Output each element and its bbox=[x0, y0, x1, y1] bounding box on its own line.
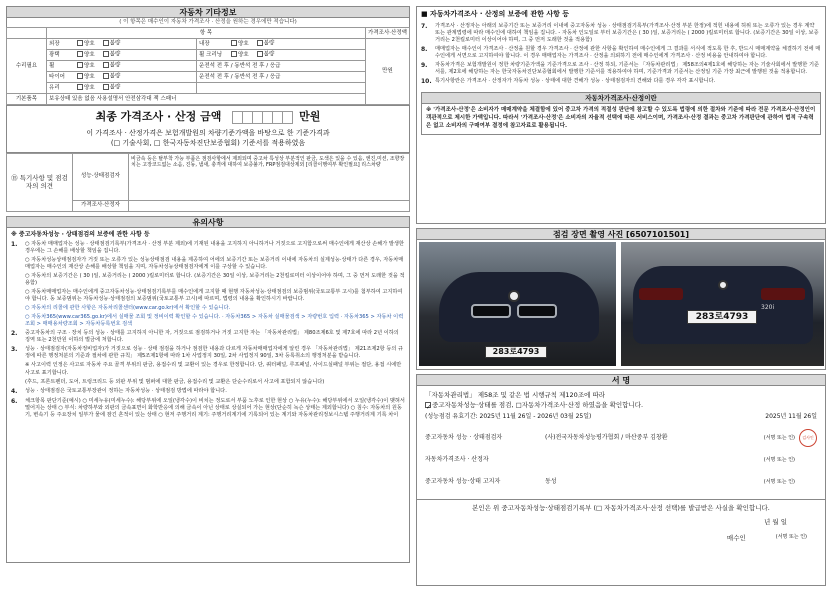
checkbox-icon[interactable] bbox=[257, 51, 263, 57]
notifier-name: 동성 bbox=[545, 478, 557, 485]
checkbox-icon[interactable] bbox=[257, 40, 263, 46]
definition-text: ※ '가격조사·산정'은 소비자가 매매계약을 체결함에 있어 중고차 가격의 적절성 판단에 참고할 수 있도록 법령에 의한 절차와 기준에 따라 전문 가격조사·산정인이 객관적으로 제시한 가액입니다. 따라서 '가격조사·산정'은 소비자의 자율적 선택에 따른 서비스이며, 가격조사·산정 결과는 중고차 가격판단에 관하여 법적 구속력은 없고 소비자의 구매여부 결정에 참고자료로 활용됩니다. bbox=[426, 106, 816, 129]
checked-checkbox-icon[interactable]: ✓ bbox=[426, 403, 432, 412]
notifier-row: 중고자동차 성능·상태 고지자 동성 (서명 또는 인) bbox=[425, 478, 795, 485]
notice-item: 체크항목 판단기준(예시) ○ 미세누유(미세누수): 해당부위에 오일(냉각수)이 비치는 정도로서 부품 노후로 인한 현상 ○ 누유(누수): 해당부위에서 오일(냉각수)이 맺혀서 떨어지는 상태 ○ 부식: 차량하부와 외판의 금속표면이 화학반응에 의해 금속이 아닌 상태로 상실되어 가는 현상(단순히 녹슨 상태는 제외합니다) ○ 침수: 자동차의 원동기, 변속기 등 주요장치 일부가 물에 잠긴 흔적이 있는 상태 ○ 현저 주행거리 계기: 주행거리계기에 기록되어 있는 계기와 자동차관리정보시스템 주행거리계 기록 차이 bbox=[25, 397, 405, 418]
photo-code: [6507101501] bbox=[626, 230, 689, 239]
kidney-grille-left bbox=[471, 304, 511, 318]
recall-link[interactable]: ○ 자동차의 리콜에 관한 사항은 자동차리콜센터(www.car.go.kr)에서 확인할 수 있습니다. bbox=[25, 305, 231, 312]
validity-period: (성능점검 유효기간: 2025년 11월 26일 - 2026년 03월 25일) bbox=[425, 413, 592, 421]
row-exterior[interactable]: 외장 양호 불량 bbox=[47, 39, 197, 50]
definition-title: 자동차가격조사·산정이란 bbox=[422, 93, 820, 104]
photo-title-bar bbox=[416, 228, 826, 240]
warranty-item: 가격조사 · 산정자는 아래의 보증기간 또는 보증거리 이내에 중고자동차 성능 · 상태점검기록부(가격조사·산정 부분 한정)에 적힌 내용에 허위 또는 오류가 있는 경우 계약 또는 관계법령에 따라 매수인에 대하여 책임을 집니다. - 자동차 인도일로 부터 보증기간은 ( 30 )일, 보증거리는 ( 2000 )킬로미터로 합니다. (보증기간은 30일 이상, 보증거리는 2천킬로미터 이상이어야 하며, 그 중 먼저 도래한 것을 적용함) bbox=[435, 22, 819, 43]
other-info-title: 자동차 기타정보 bbox=[6, 6, 410, 18]
opinion-text: 비금속 등은 탈부착 가능 부품은 점검사항에서 제외되며 중고차 특성상 부분적인 판금, 도색은 있을 수 있음, 엔진,미션, 조향장치는 고장코드없는 소음, 진동, 냄새, 충격에 대하여 보증불가, FRP점검대상제외 [리콜이행여부 확인필요] 리스차량 bbox=[129, 153, 410, 200]
final-price-line2: (□ 기술사회, □ 한국자동차진단보증협회) 기준서를 적용하였음 bbox=[110, 139, 306, 147]
notice-item: 성능 · 상태점검자(자동차정비업자)가 거짓으로 성능 · 상태 점검을 하거나 점검한 내용과 다르게 자동차매매업자에게 알린 경우 「자동차관리법」 제21조제2항 등의 규정에 따른 행정처분의 기준과 절차에 관한 규칙」 제5조제1항에 따라 1차 사업정지 30일, 2차 사업정지 90일, 3차 등록취소의 행정처분을 받습니다. bbox=[25, 346, 404, 360]
rear-car-photo bbox=[621, 242, 824, 366]
notice-item: 성능 · 상태점검은 국토교통부장관이 정하는 자동차성능 · 상태점검 방법에 따라야 합니다. bbox=[25, 387, 227, 394]
row-tire-position[interactable]: 운전석 전 후 / 동반석 전 후 / 응급 bbox=[197, 72, 366, 83]
receipt-statement: 본인은 위 중고자동차성능·상태점검기록부 (□ 자동차가격조사·산정 선택)를 발급받은 사실을 확인합니다. bbox=[472, 503, 770, 512]
checkbox-icon[interactable] bbox=[77, 51, 83, 57]
signature-section bbox=[416, 386, 826, 586]
final-price-title: 최종 가격조사 · 산정 금액 bbox=[95, 110, 222, 123]
photo-area bbox=[416, 240, 826, 370]
final-price-section bbox=[6, 105, 410, 153]
basic-items-label: 기본품목 bbox=[7, 94, 47, 105]
warranty-section: ■ 자동차가격조사 · 산정의 보증에 관한 사항 등 7. 가격조사 · 산정자는 아래의 보증기간 또는 보증거리 이내에 중고자동차 성능 · 상태점검기록부(가격조사·산정 부분 한정)에 적힌 내용에 허위 또는 오류가 있는 경우 계약 또는 관계법령에 따라 매수인에 대하여 책임을 집니다. - 자동차 인도일로 부터 보증기간은 ( 30 )일, 보증거리는 ( 2000 )킬로미터로 합니다. (보증기간은 30일 이상, 보증거리는 2천킬로미터 이상이어야 하며, 그 중 먼저 도래한 것을 적용함) 8. 매매업자는 매수인이 가격조사 · 산정을 원할 경우 가격조사 · 산정에 관한 사항을 확인하여 매수인에게 그 결과를 서식에 적도록 한 후, 반드시 매매계약을 체결하기 전에 매수인에게 서면으로 고지하여야 합니다. 이 경우 매매업자는 가격조사 · 산정을 의뢰하기 전에 매수인에게 가격조사 · 산정 비용을 안내하여야 합니다. 9. 자동차가격은 보험개발원이 정한 차량기준가액을 기준가격으로 조사 · 산정 하되, 기준서는 「자동차관리법」 제58조의4제1호에 해당하는 자는 기술사회에서 발행한 기준서를, 제2호에 해당하는 자는 한국자동차진단보증협회에서 발행한 기준서를 적용하여야 하며, 기준가격과 기준서는 산정일 기준 가장 최근에 발행된 것을 적용합니다. 10. 특기사항란은 가격조사 · 산정자가 자동차 성능 · 상태에 대한 견해가 성능 · 상태점검자의 견해와 다를 경우 각각 표시합니다. 자동차가격조사·산정이란 ※ '가격조사·산정'은 소비자가 매매계약을 체결함에 있어 중고차 가격의 적절성 판단에 참고할 수 있도록 법령에 의한 절차와 기준에 따라 전문 가격조사·산정인이 객관적으로 제시한 가액입니다. 따라서 '가격조사·산정'은 소비자의 자율적 선택에 따른 서비스이며, 가격조사·산정 결과는 중고차 가격판단에 관하여 법적 구속력은 없고 소비자의 구매여부 결정에 참고자료로 활용됩니다. bbox=[416, 6, 826, 224]
inspector-name: (사)전국자동차성능평가협회 / 마산중부 김창환 bbox=[545, 434, 668, 441]
bmw-logo-icon bbox=[508, 290, 520, 302]
sign-line1: 「자동차관리법」 제58조 및 같은 법 시행규칙 제120조에 따라 bbox=[425, 391, 605, 399]
appraiser-row: 자동차가격조사 · 산정자 (서명 또는 인) bbox=[425, 456, 795, 463]
warranty-item: 자동차가격은 보험개발원이 정한 차량기준가액을 기준가격으로 조사 · 산정 하되, 기준서는 「자동차관리법」 제58조의4제1호에 해당하는 자는 기술사회에서 발행한 기준서를, 제2호에 해당하는 자는 한국자동차진단보증협회에서 발행한 기준서를 적용하여야 하며, 기준가격과 기준서는 산정일 기준 가장 최근에 발행된 것을 적용합니다. bbox=[435, 61, 819, 75]
buyer-signature[interactable]: (서명 또는 인) bbox=[775, 534, 807, 540]
row-interior[interactable]: 내장 양호 불량 bbox=[197, 39, 366, 50]
price-header: 가격조사·산정액 bbox=[366, 28, 410, 39]
row-wheel-cleaning[interactable]: 휠 크리닝 양호 불량 bbox=[197, 50, 366, 61]
checkbox-icon[interactable] bbox=[77, 84, 83, 90]
price-unit: 만원 bbox=[366, 39, 410, 105]
buyer-label: 매수인 bbox=[726, 534, 746, 542]
sign-date: 2025년 11월 26일 bbox=[765, 413, 817, 421]
checkbox-icon[interactable] bbox=[103, 84, 109, 90]
checkbox-icon[interactable] bbox=[77, 73, 83, 79]
inspector-signature[interactable]: (서명 또는 인) bbox=[763, 434, 795, 441]
checkbox-icon[interactable] bbox=[103, 40, 109, 46]
checkbox-icon[interactable] bbox=[103, 51, 109, 57]
basic-items-row[interactable]: 보유상태 있음 없음 사용설명서 안전삼각대 잭 스패너 bbox=[47, 94, 366, 105]
warranty-item: 매매업자는 매수인이 가격조사 · 산정을 원할 경우 가격조사 · 산정에 관한 사항을 확인하여 매수인에게 그 결과를 서식에 적도록 한 후, 반드시 매매계약을 체결하기 전에 매수인에게 서면으로 고지하여야 합니다. 이 경우 매매업자는 가격조사 · 산정을 의뢰하기 전에 매수인에게 가격조사 · 산정 비용을 안내하여야 합니다. bbox=[435, 45, 821, 59]
opinion-label: ⑮ 특기사항 및 점검자의 의견 bbox=[7, 153, 73, 211]
photo-title: 점검 장면 촬영 사진 bbox=[553, 230, 624, 239]
appraiser-signature[interactable]: (서명 또는 인) bbox=[763, 456, 795, 463]
car365-link[interactable]: ○ 자동차365(www.car365.go.kr)에서 실매물 조회 및 정비이력 확인할 수 있습니다. · 자동차365 > 자동차 실매물검색 > 자량번호 입력 · 자동차365 > 자동차 이력조회 > 매매용차량조회 > 자동차등록번호 검색 bbox=[25, 314, 404, 328]
opinion-inspector-label: 성능·상태점검자 bbox=[73, 153, 129, 200]
repair-needed-label: 수리필요 bbox=[7, 39, 47, 94]
signature-title: 서 명 bbox=[416, 374, 826, 386]
other-info-table bbox=[6, 27, 410, 105]
item-header: 항 목 bbox=[47, 28, 366, 39]
row-glass[interactable]: 유리 양호 불량 bbox=[47, 83, 197, 94]
definition-box bbox=[421, 92, 821, 135]
checkbox-icon[interactable] bbox=[231, 40, 237, 46]
rear-license-plate: 283로4793 bbox=[687, 310, 757, 324]
final-price-line1: 이 가격조사 · 산정가격은 보험개발원의 차량기준가액을 바탕으로 한 기준가격과 bbox=[86, 129, 330, 138]
bmw-logo-icon bbox=[718, 280, 728, 290]
opinion-appraiser-label: 가격조사·산정자 bbox=[73, 200, 129, 211]
notice-item: ※ 사고이력 인정은 사고로 자동차 주요 골격 부위의 판금, 용접수리 및 교환이 있는 경우로 한정합니다. 단, 쿼터패널, 루프패널, 사이드실패널 부위는 절단, 용접 시에만 사고로 표기합니다. bbox=[25, 362, 402, 376]
front-license-plate: 283로4793 bbox=[485, 346, 547, 358]
notice-item: 중고자동차의 구조 · 장치 등의 성능 · 상태를 고지하지 아니한 자, 거짓으로 점검하거나 거짓 고지한 자는 「자동차관리법」 제80조제6호 및 제7호에 따라 2년 이하의 징역 또는 2천만원 이하의 벌금에 처합니다. bbox=[25, 330, 399, 344]
notice-item: ○ 자동차성능상태점검자가 거짓 또는 오류가 있는 성능상태점검 내용을 제공하여 어에의 보증기간 또는 보증거리 이내에 자동차의 실제성능·상태가 다른 경우, 자동차매매업자는 매수인의 재산상 손해를 배상할 책임을 지며, 자동차성능상태점검자에게 이를 구상할 수 있습니다. bbox=[25, 257, 404, 271]
notice-item: ○ 자동차의 보증기간은 ( 30 )일, 보증거리는 ( 2000 )킬로미터로 합니다. (보증기간은 30일 이상, 보증거리는 2천킬로미터 이상이어야 하며, 그 중 먼저 도래한 것을 적용함) bbox=[25, 273, 405, 287]
kidney-grille-right bbox=[517, 304, 557, 318]
notifier-signature[interactable]: (서명 또는 인) bbox=[763, 478, 795, 485]
inspector-row: 중고자동차 성능 · 상태점검자 (사)전국자동차성능평가협회 / 마산중부 김창환 (서명 또는 인) 검사인 bbox=[425, 427, 817, 449]
notice-body: ※ 중고자동차성능 · 상태점검의 보증에 관한 사항 등 1. ○ 자동차 매매업자는 성능 · 상태점검기록부(가격조사 · 산정 부분 제외)에 기재된 내용을 고지하지 아니하거나 거짓으로 고지함으로써 매수인에게 재산상 손해가 발생한 경우에는 그 손해를 배상할 책임을 집니다. ○ 자동차성능상태점검자가 거짓 또는 오류가 있는 성능상태점검 내용을 제공하여 어에의 보증기간 또는 보증거리 이내에 자동차의 실제성능·상태가 다른 경우, 자동차매매업자는 매수인의 재산상 손해를 배상할 책임을 지며, 자동차성능상태점검자에게 이를 구상할 수 있습니다. ○ 자동차의 보증기간은 ( 30 )일, 보증거리는 ( 2000 )킬로미터로 합니다. (보증기간은 30일 이상, 보증거리는 2천킬로미터 이상이어야 하며, 그 중 먼저 도래한 것을 적용함) ○ 자동차매매업자는 매수인에게 중고자동차성능·상태점검기록부를 매수인에게 고지할 때 현행 자동차성능·상태점검의 보증범위(국토교통부 고시)를 첨부하여 고지하여야 합니다. 동 보증범위는 자동차성능·상태점검의 보증범위(국토교통부 고시)에 따르며, 법령의 내용을 확인하시기 바랍니다. ○ 자동차의 리콜에 관한 사항은 자동차리콜센터(www.car.go.kr)에서 확인할 수 있습니다. ○ 자동차365(www.car365.go.kr)에서 실매물 조회 및 정비이력 확인할 수 있습니다. · 자동차365 > 자동차 실매물검색 > 자량번호 입력 · 자동차365 > 자동차 이력조회 > 매매용차량조회 > 자동차등록번호 검색 2. 중고자동차의 구조 · 장치 등의 성능 · 상태를 고지하지 아니한 자, 거짓으로 점검하거나 거짓 고지한 자는 「자동차관리법」 제80조제6호 및 제7호에 따라 2년 이하의 징역 또는 2천만원 이하의 벌금에 처합니다. 3. 성능 · 상태점검자(자동차정비업자)가 거짓으로 성능 · 상태 점검을 하거나 점검한 내용과 다르게 자동차매매업자에게 알린 경우 「자동차관리법」 제21조제2항 등의 규정에 따른 행정처분의 기준과 절차에 관한 규칙」 제5조제1항에 따라 1차 사업정지 30일, 2차 사업정지 90일, 3차 등록취소의 행정처분을 받습니다. ※ 사고이력 인정은 사고로 자동차 주요 골격 부위의 판금, 용접수리 및 교환이 있는 경우로 한정합니다. 단, 쿼터패널, 루프패널, 사이드실패널 부위는 절단, 용접 시에만 사고로 표기합니다. (후드, 프론트펜더, 도어, 트렁크리드 등 외판 부위 및 범퍼에 대한 판금, 용접수리 및 교환은 단순수리로서 사고에 포함되지 않습니다) 4. 성능 · 상태점검은 국토교통부장관이 정하는 자동차성능 · 상태점검 방법에 따라야 합니다. 6. 체크항목 판단기준(예시) ○ 미세누유(미세누수): 해당부위에 오일(냉각수)이 비치는 정도로서 부품 노후로 인한 현상 ○ 누유(누수): 해당부위에서 오일(냉각수)이 맺혀서 떨어지는 상태 ○ 부식: 차량하부와 외판의 금속표면이 화학반응에 의해 금속이 아닌 상태로 상실되어 가는 현상(단순히 녹슨 상태는 제외합니다) ○ 침수: 자동차의 원동기, 변속기 등 주요장치 일부가 물에 잠긴 흔적이 있는 상태 ○ 현저 주행거리 계기: 주행거리계기에 기록되어 있는 계기와 자동차관리정보시스템 주행거리계 기록 차이 bbox=[6, 228, 410, 563]
warranty-item: 특기사항란은 가격조사 · 산정자가 자동차 성능 · 상태에 대한 견해가 성능 · 상태점검자의 견해와 다를 경우 각각 표시합니다. bbox=[435, 77, 716, 84]
notice-item: ○ 자동차 매매업자는 성능 · 상태점검기록부(가격조사 · 산정 부분 제외)에 기재된 내용을 고지하지 아니하거나 거짓으로 고지함으로써 매수인에게 재산상 손해가 발생한 경우에는 그 손해를 배상할 책임을 집니다. bbox=[25, 241, 404, 255]
notice-item: ○ 자동차매매업자는 매수인에게 중고자동차성능·상태점검기록부를 매수인에게 고지할 때 현행 자동차성능·상태점검의 보증범위(국토교통부 고시)를 첨부하여 고지하여야 합니다. 동 보증범위는 자동차성능·상태점검의 보증범위(국토교통부 고시)에 따르며, 법령의 내용을 확인하시기 바랍니다. bbox=[25, 289, 403, 303]
left-column bbox=[6, 6, 410, 584]
checkbox-icon[interactable] bbox=[231, 51, 237, 57]
right-column bbox=[416, 6, 826, 584]
checkbox-icon[interactable] bbox=[103, 73, 109, 79]
checkbox-icon[interactable] bbox=[77, 40, 83, 46]
row-gloss[interactable]: 광택 양호 불량 bbox=[47, 50, 197, 61]
row-tire[interactable]: 타이어 양호 불량 bbox=[47, 72, 197, 83]
tail-light-right bbox=[761, 288, 805, 300]
warranty-title: ■ 자동차가격조사 · 산정의 보증에 관한 사항 등 bbox=[421, 10, 570, 18]
sign-line2: 중고자동차성능·상태를 점검, □자동차가격조사·산정 하였음을 확인합니다. bbox=[432, 401, 644, 410]
front-car-photo bbox=[419, 242, 616, 366]
price-input-cells[interactable] bbox=[233, 111, 293, 127]
row-wheel[interactable]: 휠 양호 불량 bbox=[47, 61, 197, 72]
notice-item: (후드, 프론트펜더, 도어, 트렁크리드 등 외판 부위 및 범퍼에 대한 판금, 용접수리 및 교환은 단순수리로서 사고에 포함되지 않습니다) bbox=[25, 378, 325, 385]
row-wheel-position[interactable]: 운전석 전 후 / 동반석 전 후 / 응급 bbox=[197, 61, 366, 72]
model-badge: 320i bbox=[761, 304, 775, 311]
receipt-date[interactable]: 년 월 일 bbox=[764, 517, 787, 526]
checkbox-icon[interactable] bbox=[77, 62, 83, 68]
notice-title: 유의사항 bbox=[6, 216, 410, 228]
seal-stamp-icon: 검사인 bbox=[799, 429, 817, 447]
other-info-subtitle: ( 이 항목은 매수인이 자동차 가격조사 · 산정을 원하는 경우에만 적습니다) bbox=[6, 18, 410, 27]
tail-light-left bbox=[639, 288, 683, 300]
opinion-table bbox=[6, 153, 410, 212]
final-price-unit: 만원 bbox=[299, 110, 321, 123]
notice-heading: ※ 중고자동차성능 · 상태점검의 보증에 관한 사항 등 bbox=[11, 230, 150, 238]
checkbox-icon[interactable] bbox=[103, 62, 109, 68]
